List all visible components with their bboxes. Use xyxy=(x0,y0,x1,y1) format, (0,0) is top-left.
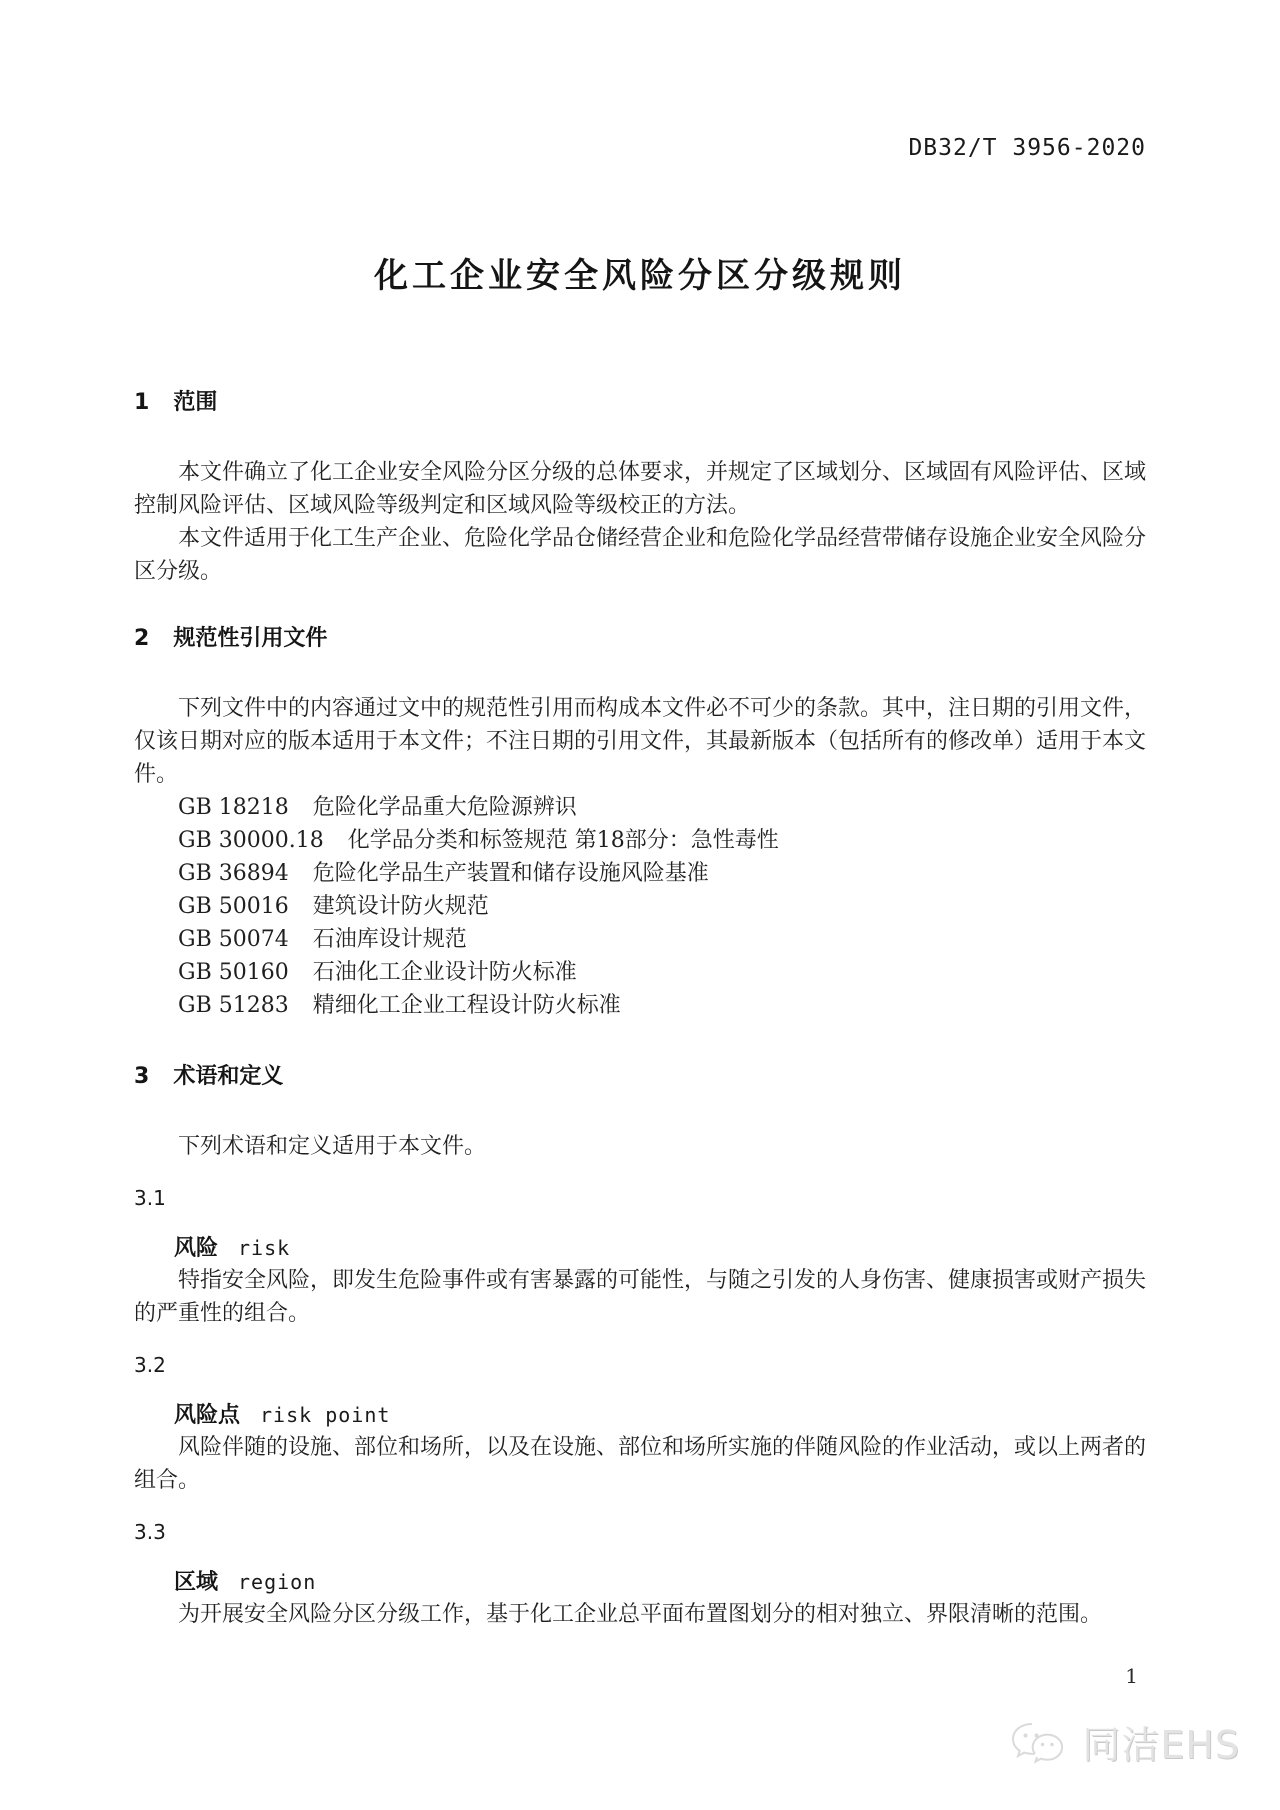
reference-code: GB 30000.18 xyxy=(178,828,324,853)
reference-item xyxy=(134,857,1146,890)
section-1-number: 1 xyxy=(134,390,150,415)
reference-item xyxy=(134,923,1146,956)
section-2-heading xyxy=(134,624,1146,654)
reference-item xyxy=(134,956,1146,989)
section-2-title: 规范性引用文件 xyxy=(173,626,328,651)
term-definition: 特指安全风险，即发生危险事件或有害暴露的可能性，与随之引发的人身伤害、健康损害或财产损失的严重性的组合。 xyxy=(134,1268,1147,1326)
term-name xyxy=(134,1400,1146,1431)
reference-title: 精细化工企业工程设计防火标准 xyxy=(312,993,621,1018)
section-3-number: 3 xyxy=(134,1064,150,1089)
term-name-en: risk point xyxy=(260,1403,391,1427)
reference-title: 化学品分类和标签规范 第18部分：急性毒性 xyxy=(347,828,779,853)
reference-item xyxy=(134,824,1146,857)
reference-item xyxy=(134,791,1146,824)
term-3-2 xyxy=(134,1352,1146,1497)
section-3-heading xyxy=(134,1062,1146,1092)
reference-code: GB 50016 xyxy=(178,894,289,919)
section-1-paragraph-1: 本文件确立了化工企业安全风险分区分级的总体要求，并规定了区域划分、区域固有风险评估、区域控制风险评估、区域风险等级判定和区域风险等级校正的方法。 xyxy=(134,460,1147,518)
document-title: 化工企业安全风险分区分级规则 xyxy=(374,256,906,296)
reference-title: 建筑设计防火规范 xyxy=(312,894,489,919)
reference-code: GB 51283 xyxy=(178,993,289,1018)
term-name xyxy=(134,1233,1146,1264)
term-id: 3.1 xyxy=(134,1186,166,1210)
term-3-3 xyxy=(134,1519,1146,1631)
standard-number: DB32/T 3956-2020 xyxy=(908,135,1146,161)
watermark-text: 同洁EHS xyxy=(1082,1723,1240,1767)
section-1-paragraph-2: 本文件适用于化工生产企业、危险化学品仓储经营企业和危险化学品经营带储存设施企业安全风险分区分级。 xyxy=(134,526,1147,584)
term-id: 3.3 xyxy=(134,1520,166,1544)
page-number: 1 xyxy=(1125,1664,1138,1688)
term-name-zh: 区域 xyxy=(174,1570,219,1595)
term-name-en: region xyxy=(238,1570,317,1594)
reference-title: 石油库设计规范 xyxy=(312,927,467,952)
section-1-heading xyxy=(134,388,1146,418)
reference-code: GB 50074 xyxy=(178,927,289,952)
term-id: 3.2 xyxy=(134,1353,166,1377)
reference-list xyxy=(134,791,1146,1022)
watermark xyxy=(1008,1718,1240,1772)
reference-title: 危险化学品重大危险源辨识 xyxy=(312,795,577,820)
term-name-en: risk xyxy=(238,1236,291,1260)
term-name-zh: 风险 xyxy=(174,1236,219,1261)
section-3-intro: 下列术语和定义适用于本文件。 xyxy=(178,1134,487,1159)
term-3-1 xyxy=(134,1185,1146,1330)
reference-code: GB 18218 xyxy=(178,795,289,820)
reference-title: 石油化工企业设计防火标准 xyxy=(312,960,577,985)
section-3-title: 术语和定义 xyxy=(173,1064,284,1089)
reference-code: GB 36894 xyxy=(178,861,289,886)
section-2-paragraph-1: 下列文件中的内容通过文中的规范性引用而构成本文件必不可少的条款。其中，注日期的引用文件，仅该日期对应的版本适用于本文件；不注日期的引用文件，其最新版本（包括所有的修改单）适用于本文件。 xyxy=(134,696,1147,787)
wechat-icon xyxy=(1008,1720,1072,1770)
term-definition: 为开展安全风险分区分级工作，基于化工企业总平面布置图划分的相对独立、界限清晰的范围。 xyxy=(178,1602,1103,1627)
reference-title: 危险化学品生产装置和储存设施风险基准 xyxy=(312,861,709,886)
reference-code: GB 50160 xyxy=(178,960,289,985)
section-2-number: 2 xyxy=(134,626,150,651)
term-name-zh: 风险点 xyxy=(174,1403,241,1428)
section-1-title: 范围 xyxy=(173,390,218,415)
term-name xyxy=(134,1567,1146,1598)
term-definition: 风险伴随的设施、部位和场所，以及在设施、部位和场所实施的伴随风险的作业活动，或以上两者的组合。 xyxy=(134,1435,1147,1493)
reference-item xyxy=(134,890,1146,923)
reference-item xyxy=(134,989,1146,1022)
